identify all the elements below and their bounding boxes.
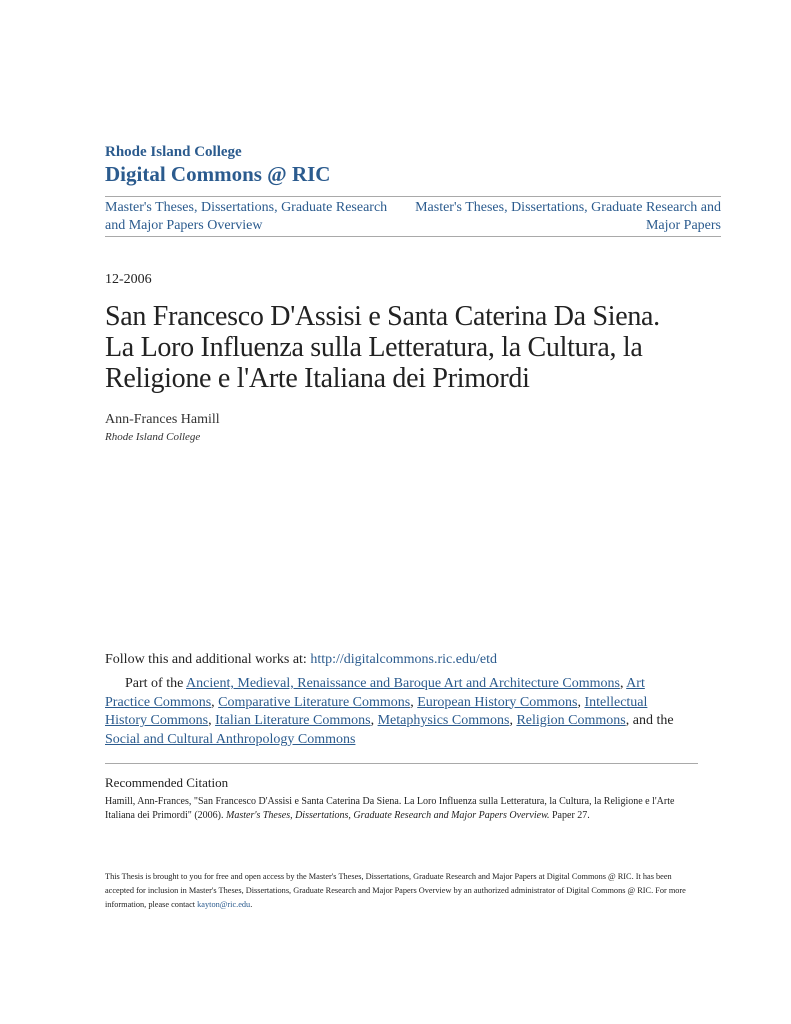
commons-link-art-practice[interactable]: Art Practice Commons	[105, 676, 645, 710]
breadcrumb-link-collection[interactable]: Master's Theses, Dissertations, Graduate Research and Major Papers	[415, 200, 721, 233]
header	[105, 142, 721, 186]
separator: ,	[211, 694, 219, 710]
citation-text	[105, 795, 695, 823]
title-line-1: San Francesco D'Assisi e Santa Caterina Da Siena.	[105, 301, 660, 332]
author-name: Ann-Frances Hamill	[105, 412, 220, 427]
and-text: , and the	[625, 713, 674, 728]
title-line-2: La Loro Influenza sulla Letteratura, la Cultura, la	[105, 332, 643, 363]
part-of-commons	[105, 675, 675, 749]
citation-series: Master's Theses, Dissertations, Graduate Research and Major Papers Overview.	[226, 810, 550, 821]
commons-link-comparative-literature[interactable]: Comparative Literature Commons	[218, 694, 411, 710]
institution-name: Rhode Island College	[105, 144, 242, 160]
part-of-prefix: Part of the	[125, 676, 187, 691]
publication-date: 12-2006	[105, 272, 152, 287]
separator: ,	[410, 694, 418, 710]
follow-url-link[interactable]: http://digitalcommons.ric.edu/etd	[310, 652, 497, 667]
contact-email-link[interactable]: kayton@ric.edu	[197, 900, 251, 909]
citation-paper: Paper 27.	[549, 810, 590, 821]
breadcrumb	[105, 196, 721, 237]
author-affiliation: Rhode Island College	[105, 431, 201, 443]
divider	[105, 763, 698, 764]
footer-end: .	[250, 900, 253, 909]
commons-link-metaphysics[interactable]: Metaphysics Commons	[377, 713, 510, 728]
follow-line	[105, 651, 705, 669]
commons-link-intellectual-history[interactable]: Intellectual History Commons	[105, 694, 648, 728]
separator: ,	[619, 676, 627, 691]
title-line-3: Religione e l'Arte Italiana dei Primordi	[105, 363, 530, 394]
citation-main: Hamill, Ann-Frances, "San Francesco D'Assisi e Santa Caterina Da Siena. La Loro Influenza sulla Letteratura, la Cultura, la Religione e l'Arte Italiana dei Primordi" (2006).	[105, 796, 675, 821]
commons-link-social-cultural-anthropology[interactable]: Social and Cultural Anthropology Commons	[105, 731, 356, 747]
separator: ,	[577, 694, 585, 710]
footer-text: This Thesis is brought to you for free and open access by the Master's Theses, Dissertations, Graduate Research and Major Papers at Digital Commons @ RIC. It has been accepted for inclusion in Master's Theses, Dissertations, Graduate Research and Major Papers Overview by an authorized administrator of Digital Commons @ RIC. For more information, please contact	[105, 872, 686, 909]
footer-note	[105, 870, 695, 912]
separator: ,	[208, 713, 216, 728]
separator: ,	[370, 713, 378, 728]
commons-link-religion[interactable]: Religion Commons	[516, 713, 626, 728]
follow-label: Follow this and additional works at:	[105, 652, 311, 667]
citation-heading: Recommended Citation	[105, 775, 229, 790]
commons-link-european-history[interactable]: European History Commons	[417, 694, 578, 710]
separator: ,	[509, 713, 517, 728]
commons-link-italian-literature[interactable]: Italian Literature Commons	[215, 713, 371, 728]
commons-link-ancient-art[interactable]: Ancient, Medieval, Renaissance and Baroque Art and Architecture Commons	[186, 676, 620, 691]
breadcrumb-link-overview[interactable]: Master's Theses, Dissertations, Graduate Research and Major Papers Overview	[105, 200, 388, 233]
repository-link[interactable]: Digital Commons @ RIC	[105, 162, 331, 186]
document-title	[105, 301, 715, 394]
